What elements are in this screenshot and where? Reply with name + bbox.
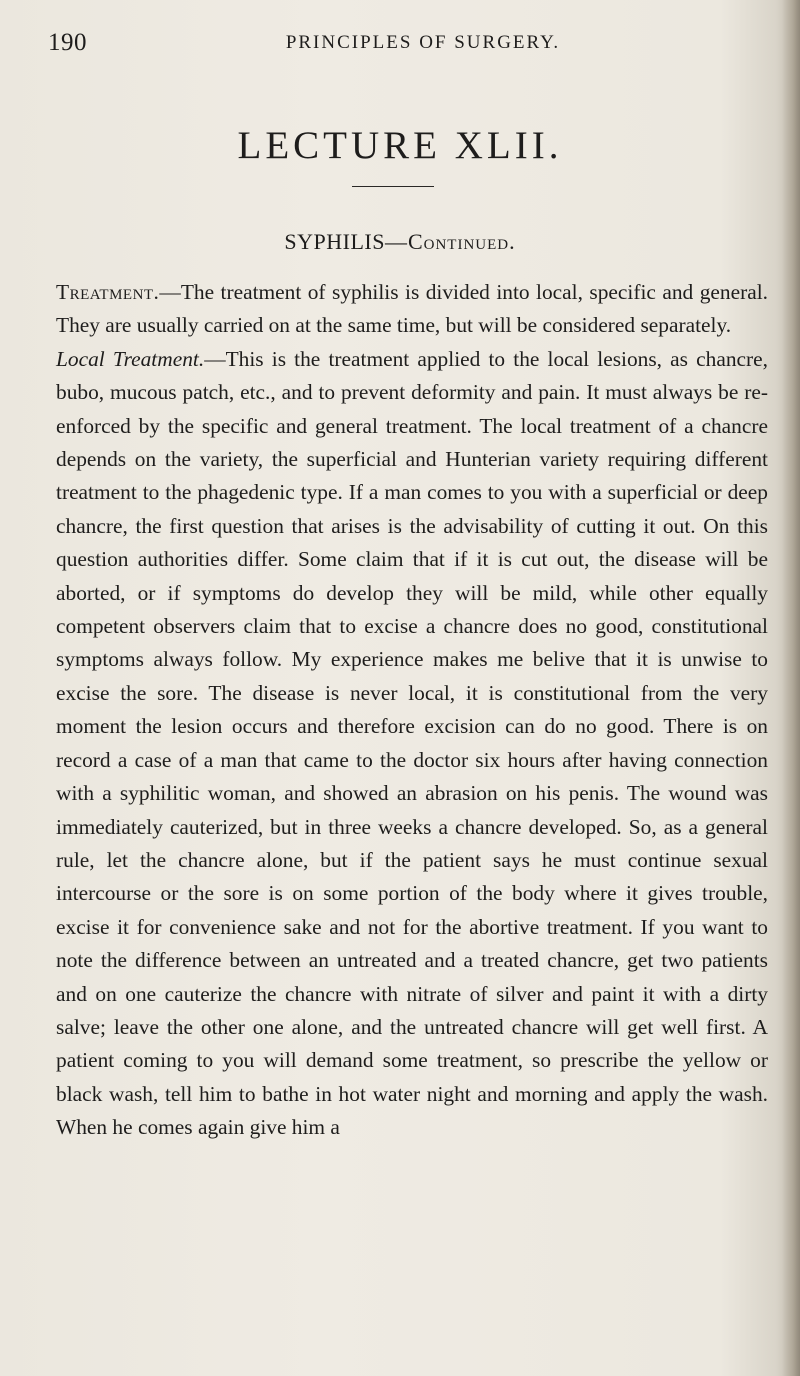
body-text xyxy=(56,276,768,1145)
running-title: PRINCIPLES OF SURGERY. xyxy=(285,32,561,53)
page-number: 190 xyxy=(48,29,87,56)
page-edge-shadow xyxy=(782,0,800,1376)
paragraph-lead-treatment: Treatment. xyxy=(56,280,160,304)
subheading-subject: SYPHILIS xyxy=(284,229,385,254)
running-head xyxy=(48,26,758,60)
paragraph-local-treatment xyxy=(56,343,768,1145)
paragraph-text-treatment: —The treatment of syphilis is divided into local, specific and general. They are usually carried on at the same time, but will be considered separately. xyxy=(56,280,768,338)
section-subheading xyxy=(0,227,800,257)
lecture-heading: LECTURE XLII. xyxy=(237,124,563,167)
subheading-continued: —Continued. xyxy=(384,229,516,254)
paragraph-treatment xyxy=(56,276,768,343)
paragraph-text-local-treatment: —This is the treatment applied to the local lesions, as chancre, bubo, mucous patch, etc., and to prevent deformity and pain. It must always be re-enforced by the specific and general treatment. The local treatment of a chancre depends on the variety, the superficial and Hunterian variety requiring different treatment to the phagedenic type. If a man comes to you with a superficial or deep chancre, the first question that arises is the advisability of cutting it out. On this question authorities differ. Some claim that if it is cut out, the disease will be aborted, or if symptoms do develop they will be mild, while other equally competent observers claim that to excise a chancre does no good, constitutional symptoms always follow. My experience makes me belive that it is unwise to excise the sore. The disease is never local, it is constitutional from the very moment the lesion occurs and therefore excision can do no good. There is on record a case of a man that came to the doctor six hours after having connection with a syphilitic woman, and showed an abrasion on his penis. The wound was immediately cauterized, but in three weeks a chancre developed. So, as a general rule, let the chancre alone, but if the patient says he must continue sexual intercourse or the sore is on some portion of the body where it gives trouble, excise it for convenience sake and not for the abortive treatment. If you want to note the difference between an untreated and a treated chancre, get two patients and on one cauterize the chancre with nitrate of silver and paint it with a dirty salve; leave the other one alone, and the untreated chancre will get well first. A patient coming to you will demand some treatment, so prescribe the yellow or black wash, tell him to bathe in hot water night and morning and apply the wash. When he comes again give him a xyxy=(56,346,768,1140)
heading-rule xyxy=(352,186,434,187)
paragraph-lead-local-treatment: Local Treatment. xyxy=(56,346,205,371)
